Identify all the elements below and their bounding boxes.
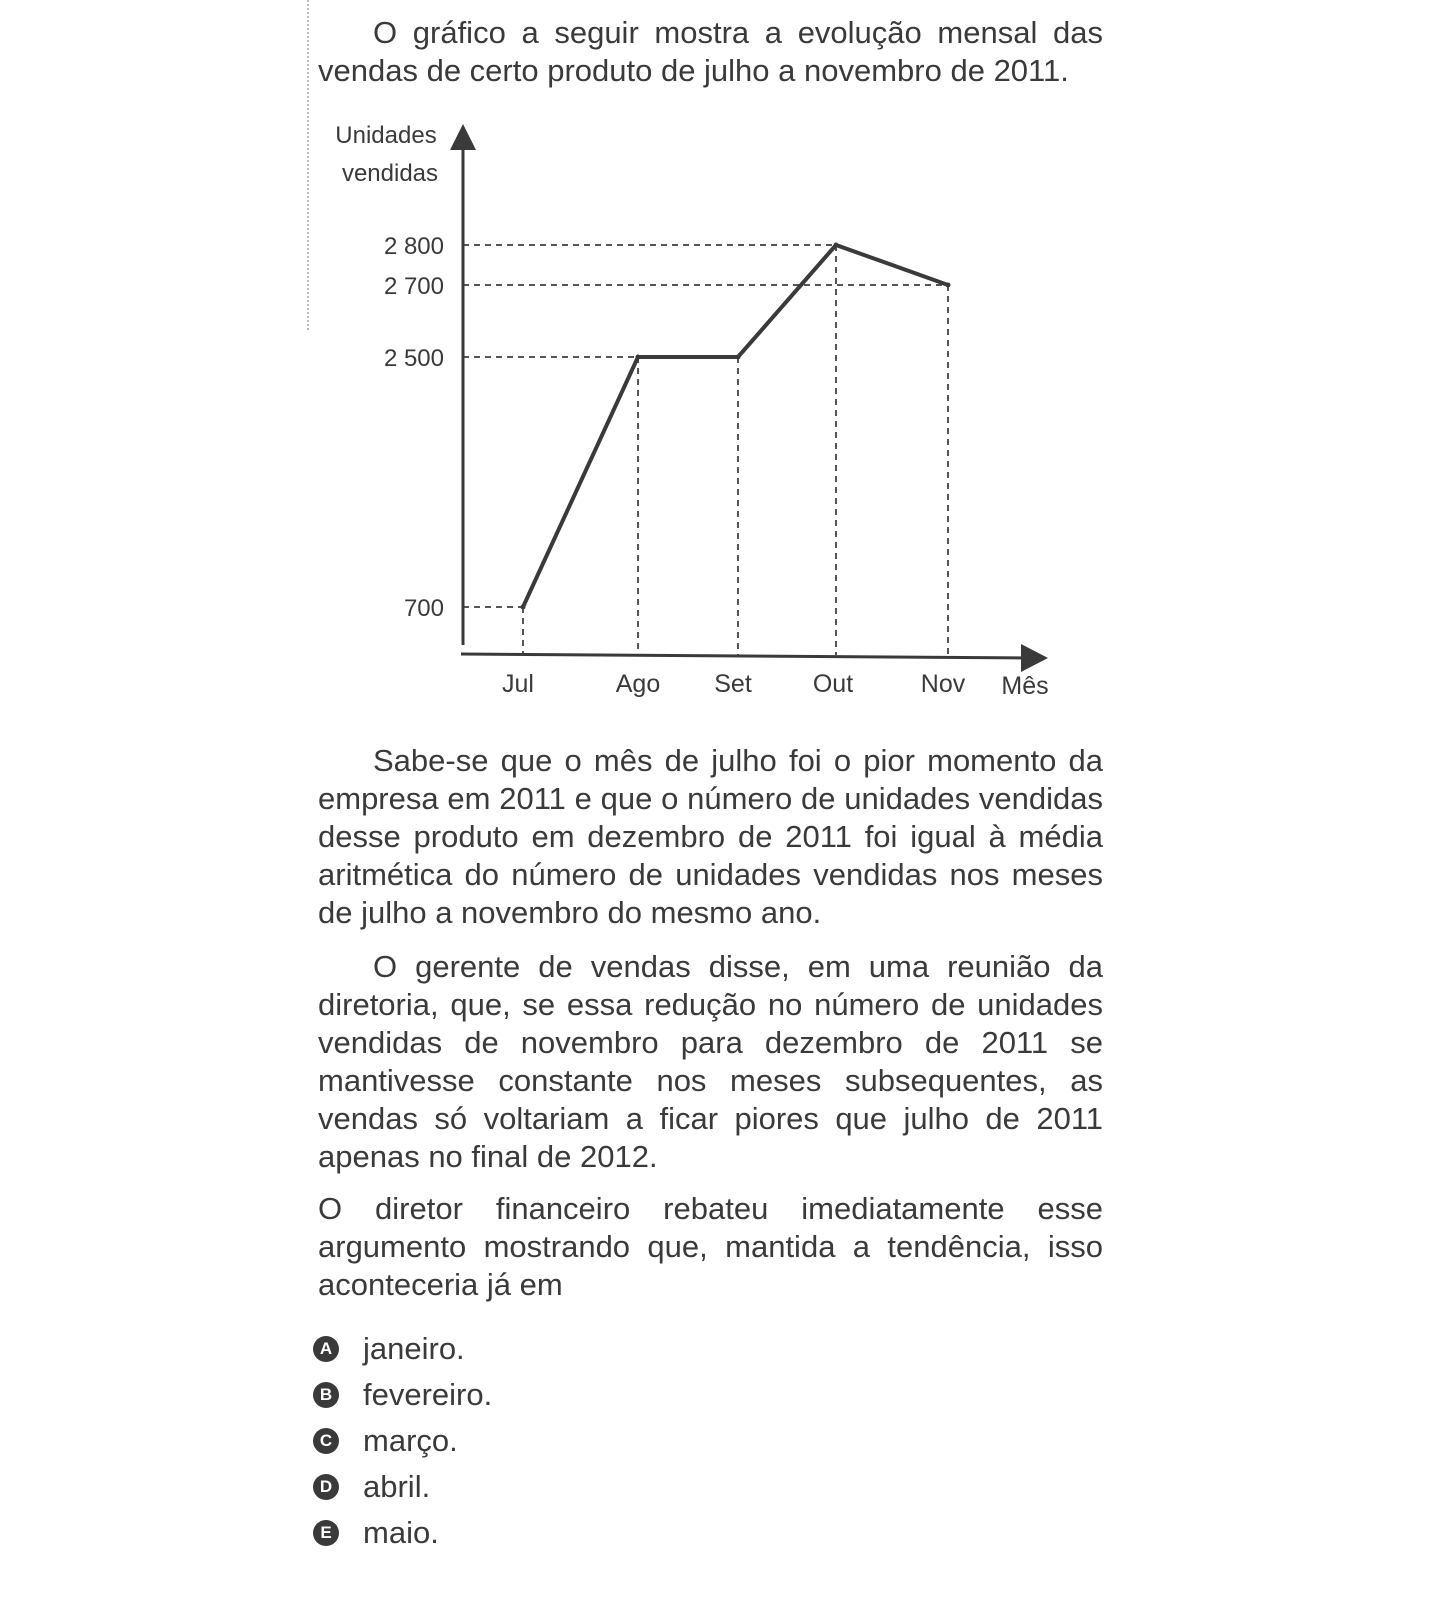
paragraph-context: Sabe-se que o mês de julho foi o pior momento da empresa em 2011 e que o número de unidades vendidas desse produto em dezembro de 2011 foi igual à média aritmética do número de unidades vendidas nos meses de julho a novembro do mesmo ano. — [318, 743, 1103, 930]
y-tick-label: 2 500 — [383, 345, 444, 372]
data-point-set — [736, 355, 741, 360]
page-margin-rule — [307, 0, 309, 330]
option-c[interactable] — [313, 1418, 492, 1464]
option-text: maio. — [363, 1515, 439, 1550]
x-axis-label: Mês — [1001, 672, 1049, 700]
y-tick-label: 700 — [403, 595, 444, 622]
option-e[interactable] — [313, 1510, 492, 1556]
x-tick-label: Out — [812, 670, 854, 698]
x-tick-label: Ago — [615, 670, 661, 698]
option-text: abril. — [363, 1469, 431, 1504]
option-text: janeiro. — [363, 1331, 465, 1366]
y-axis-label-line1: Unidades — [335, 122, 437, 149]
y-axis-label-line2: vendidas — [341, 160, 439, 187]
guide-lines — [463, 245, 948, 655]
x-axis-arrow — [1021, 644, 1048, 672]
option-letter-badge: B — [313, 1382, 339, 1408]
x-tick-label: Nov — [920, 670, 966, 698]
x-tick-label: Set — [714, 670, 752, 698]
option-b[interactable] — [313, 1372, 492, 1418]
paragraph-question: O diretor financeiro rebateu imediatamente esse argumento mostrando que, mantida a tendência, isso aconteceria já em — [318, 1191, 1103, 1302]
option-letter-badge: E — [313, 1520, 339, 1546]
option-text: fevereiro. — [363, 1377, 493, 1412]
option-a[interactable] — [313, 1326, 492, 1372]
option-text: março. — [363, 1423, 458, 1458]
data-point-ago — [636, 355, 641, 360]
y-tick-label: 2 800 — [383, 233, 444, 260]
series-line — [523, 245, 948, 607]
x-tick-label: Jul — [502, 670, 534, 698]
y-axis-arrow — [450, 124, 476, 150]
intro-text: O gráfico a seguir mostra a evolução mensal das vendas de certo produto de julho a novembro de 2011. — [318, 15, 1103, 88]
data-point-nov — [946, 283, 951, 288]
x-axis — [461, 654, 1028, 658]
data-point-out — [834, 243, 839, 248]
y-tick-label: 2 700 — [383, 273, 444, 300]
paragraph-manager: O gerente de vendas disse, em uma reunião da diretoria, que, se essa redução no número de unidades vendidas de novembro para dezembro de 2011 se mantivesse constante nos meses subsequentes, as vendas só voltariam a ficar piores que julho de 2011 apenas no final de 2012. — [318, 949, 1103, 1174]
answer-options — [313, 1326, 492, 1556]
option-letter-badge: A — [313, 1336, 339, 1362]
option-letter-badge: D — [313, 1474, 339, 1500]
data-point-jul — [521, 605, 526, 610]
option-letter-badge: C — [313, 1428, 339, 1454]
sales-line-chart — [318, 110, 1078, 720]
option-d[interactable] — [313, 1464, 492, 1510]
